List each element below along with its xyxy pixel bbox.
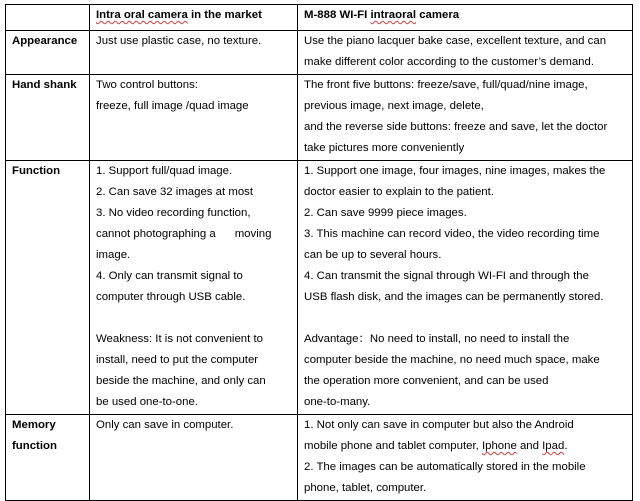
market-appearance-line: Just use plastic case, no texture. (96, 35, 262, 47)
market-hand-shank-line: Two control buttons: (96, 79, 198, 91)
m888-hand-shank-line: and the reverse side buttons: freeze and save, let the doctor (304, 121, 608, 133)
market-hand-shank (90, 75, 298, 161)
row-memory-function (6, 415, 633, 501)
m888-hand-shank-line: The front five buttons: freeze/save, full/quad/nine image, (304, 79, 588, 91)
m888-function (298, 161, 633, 415)
m888-function-spacer (304, 308, 626, 329)
iphone-word: Iphone (481, 440, 517, 452)
label-appearance: Appearance (6, 31, 90, 75)
market-function-line: cannot photographing a moving (96, 228, 272, 240)
market-memory (90, 415, 298, 501)
header-cell-empty (6, 5, 90, 31)
market-weakness-line: install, need to put the computer (96, 354, 259, 366)
market-weakness-line: be used one-to-one. (96, 396, 198, 408)
m888-function-line: 2. Can save 9999 piece images. (304, 207, 467, 219)
market-appearance (90, 31, 298, 75)
header-m888-intraoral: intraoral (370, 9, 417, 21)
header-row (6, 5, 633, 31)
and-word: and (516, 440, 543, 452)
header-m888-camera (298, 5, 633, 31)
m888-function-line: doctor easier to explain to the patient. (304, 186, 494, 198)
m888-function-line: 3. This machine can record video, the video recording time (304, 228, 600, 240)
label-hand-shank: Hand shank (6, 75, 90, 161)
m888-memory-devices-text: mobile phone and tablet computer, (304, 440, 482, 452)
m888-memory-line: 1. Not only can save in computer but also the Android (304, 419, 574, 431)
market-function-line: 1. Support full/quad image. (96, 165, 233, 177)
m888-hand-shank-line: previous image, next image, delete, (304, 100, 484, 112)
m888-memory-line-devices (304, 436, 626, 457)
m888-memory-line: phone, tablet, computer. (304, 482, 427, 494)
market-weakness-line: beside the machine, and only can (96, 375, 266, 387)
m888-appearance-line: Use the piano lacquer bake case, excellent texture, and can (304, 35, 607, 47)
market-memory-line: Only can save in computer. (96, 419, 234, 431)
label-memory-function (6, 415, 90, 501)
market-weakness-line: Weakness: It is not convenient to (96, 333, 263, 345)
market-function-line: 2. Can save 32 images at most (96, 186, 254, 198)
market-function-line: computer through USB cable. (96, 291, 246, 303)
m888-memory (298, 415, 633, 501)
m888-hand-shank-line: take pictures more conveniently (304, 142, 465, 154)
m888-function-line: 4. Can transmit the signal through WI-FI and through the (304, 270, 589, 282)
label-memory: Memory (12, 419, 56, 431)
label-function-word: function (12, 440, 57, 452)
market-function-spacer (96, 308, 291, 329)
market-function-line: 3. No video recording function, (96, 207, 251, 219)
header-market-camera-rest: in the market (187, 9, 262, 21)
label-function: Function (6, 161, 90, 415)
m888-advantage-line: one-to-many. (304, 396, 371, 408)
comparison-table (5, 4, 633, 501)
m888-function-line: USB flash disk, and the images can be permanently stored. (304, 291, 604, 303)
header-market-camera (90, 5, 298, 31)
header-m888-tail: camera (416, 9, 460, 21)
m888-appearance (298, 31, 633, 75)
market-function-line: image. (96, 249, 131, 261)
market-function-line: 4. Only can transmit signal to (96, 270, 243, 282)
header-market-camera-underlined: Intra oral camera (96, 9, 188, 21)
m888-hand-shank (298, 75, 633, 161)
m888-appearance-line: make different color according to the customer’s demand. (304, 56, 594, 68)
ipad-word: Ipad (542, 440, 565, 452)
period: . (564, 440, 568, 452)
header-m888-prefix: M-888 WI-FI (304, 9, 371, 21)
m888-function-line: 1. Support one image, four images, nine images, makes the (304, 165, 606, 177)
row-appearance (6, 31, 633, 75)
row-hand-shank (6, 75, 633, 161)
m888-advantage-line: computer beside the machine, no need much space, make (304, 354, 600, 366)
m888-function-line: can be up to several hours. (304, 249, 442, 261)
m888-advantage-line: Advantage：No need to install, no need to install the (304, 333, 570, 345)
m888-advantage-line: the operation more convenient, and can be used (304, 375, 549, 387)
market-hand-shank-line: freeze, full image /quad image (96, 100, 249, 112)
row-function (6, 161, 633, 415)
m888-memory-line: 2. The images can be automatically stored in the mobile (304, 461, 586, 473)
market-function (90, 161, 298, 415)
